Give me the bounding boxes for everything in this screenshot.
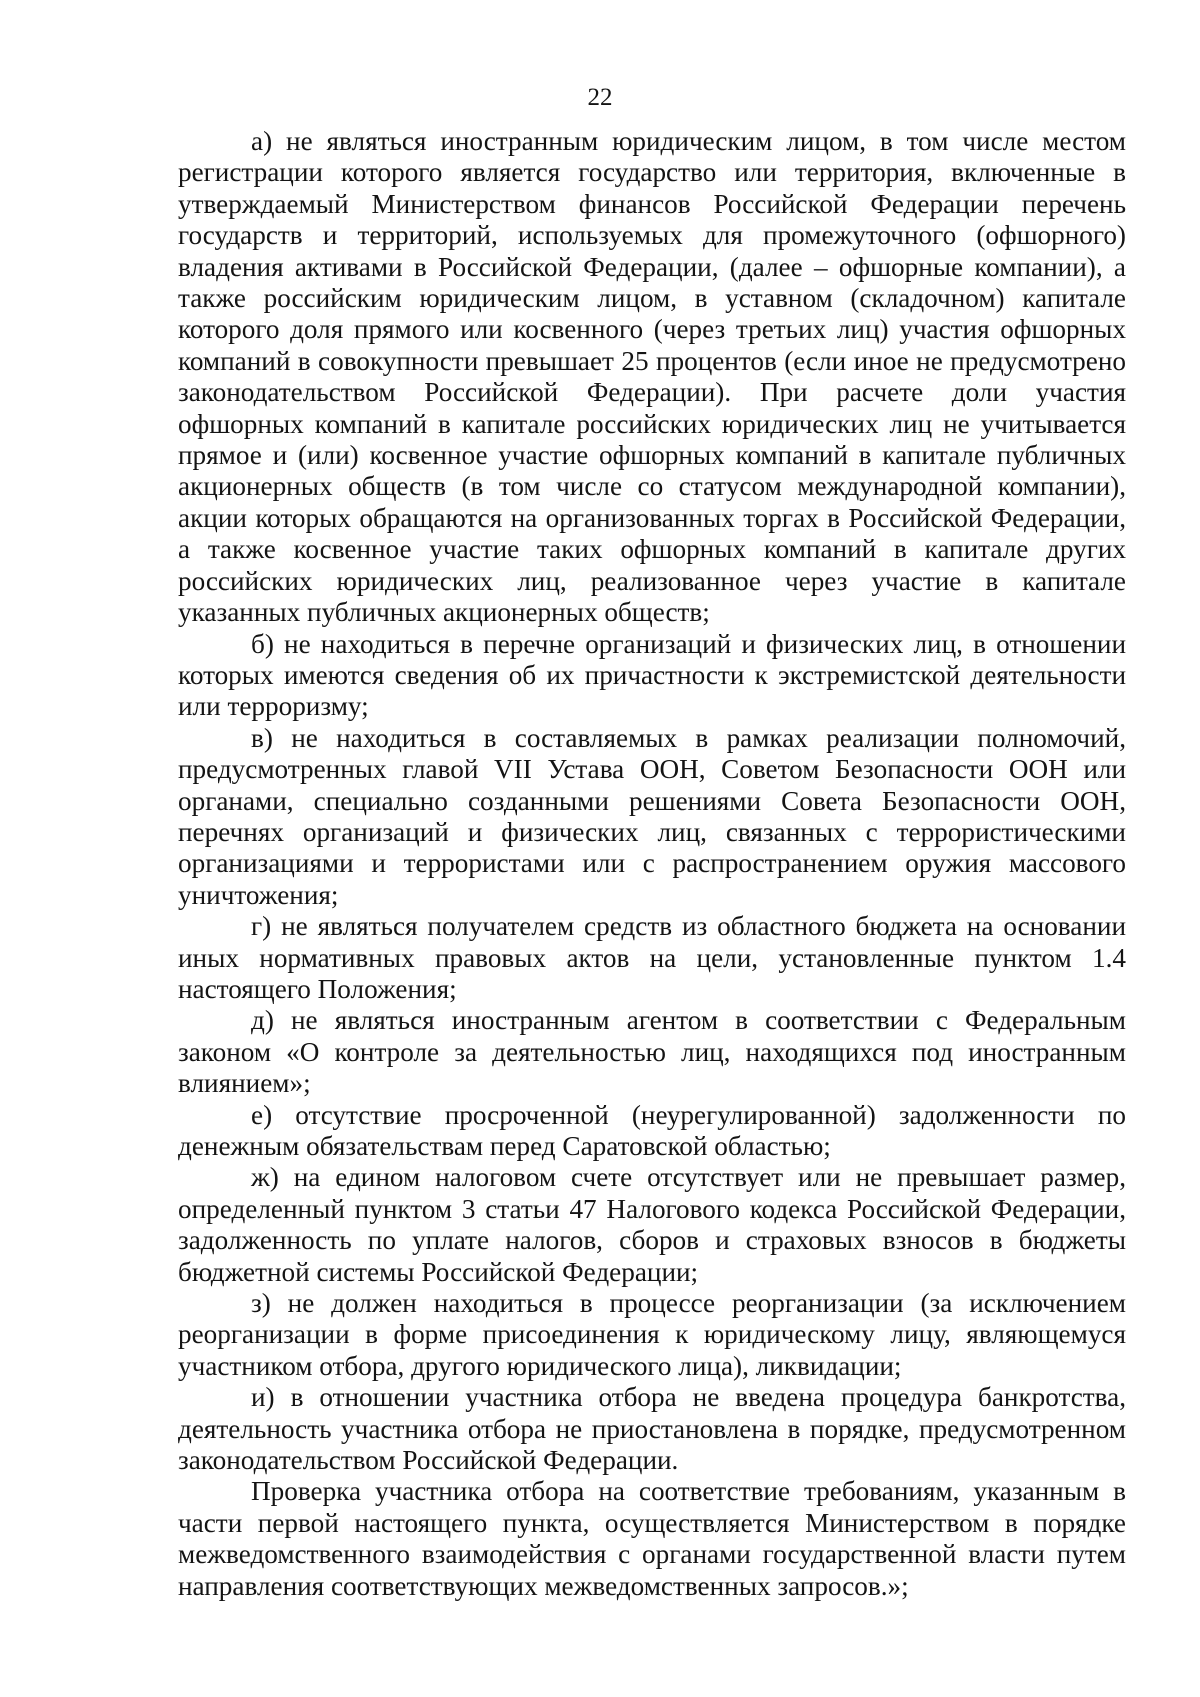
paragraph-i: и) в отношении участника отбора не введена процедура банкротства, деятельность участника отбора не приостановлена в порядке, предусмотренном законодательством Российской Федерации. [178,1382,1126,1476]
paragraph-z: з) не должен находиться в процессе реорганизации (за исключением реорганизации в форме присоединения к юридическому лицу, являющемуся участником отбора, другого юридического лица), ликвидации; [178,1288,1126,1381]
paragraph-d: д) не являться иностранным агентом в соответствии с Федеральным законом «О контроле за деятельностью лиц, находящихся под иностранным влиянием»; [178,1005,1126,1099]
page-number: 22 [587,84,613,111]
paragraph-zh: ж) на едином налоговом счете отсутствует или не превышает размер, определенный пунктом 3 статьи 47 Налогового кодекса Российской Федерации, задолженность по уплате налогов, сборов и страховых взносов в бюджеты бюджетной системы Российской Федерации; [178,1162,1126,1287]
paragraph-b: б) не находиться в перечне организаций и физических лиц, в отношении которых имеются сведения об их причастности к экстремистской деятельности или терроризму; [178,628,1126,722]
paragraph-e: е) отсутствие просроченной (неурегулированной) задолженности по денежным обязательствам перед Саратовской областью; [178,1099,1126,1161]
paragraph-verification: Проверка участника отбора на соответствие требованиям, указанным в части первой настоящего пункта, осуществляется Министерством в порядке межведомственного взаимодействия с органами государственной власти путем направления соответствующих межведомственных запросов.»; [178,1476,1126,1601]
paragraph-v: в) не находиться в составляемых в рамках реализации полномочий, предусмотренных главой VII Устава ООН, Советом Безопасности ООН или органами, специально созданными решениями Совета Безопасности ООН, перечнях организаций и физических лиц, связанных с террористическими организациями и террористами или с распространением оружия массового уничтожения; [178,722,1126,910]
paragraph-g: г) не являться получателем средств из областного бюджета на основании иных нормативных правовых актов на цели, установленные пунктом 1.4 настоящего Положения; [178,911,1126,1004]
document-body [178,126,1126,1602]
paragraph-a: а) не являться иностранным юридическим лицом, в том числе местом регистрации которого является государство или территория, включенные в утверждаемый Министерством финансов Российской Федерации перечень государств и территорий, используемых для промежуточного (офшорного) владения активами в Российской Федерации, (далее – офшорные компании), а также российским юридическим лицом, в уставном (складочном) капитале которого доля прямого или косвенного (через третьих лиц) участия офшорных компаний в совокупности превышает 25 процентов (если иное не предусмотрено законодательством Российской Федерации). При расчете доли участия офшорных компаний в капитале российских юридических лиц не учитывается прямое и (или) косвенное участие офшорных компаний в капитале публичных акционерных обществ (в том числе со статусом международной компании), акции которых обращаются на организованных торгах в Российской Федерации, а также косвенное участие таких офшорных компаний в капитале других российских юридических лиц, реализованное через участие в капитале указанных публичных акционерных обществ; [178,126,1126,628]
